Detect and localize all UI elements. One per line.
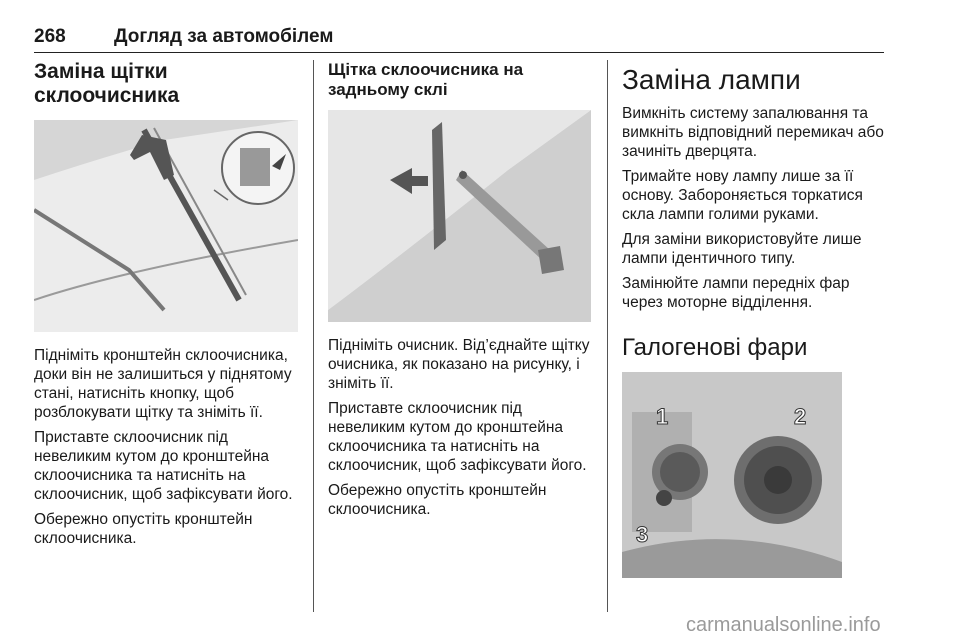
page-header [34, 26, 884, 53]
paragraph: Замінюйте лампи передніх фар через моторне відділення. [622, 275, 850, 311]
paragraph: Для заміни використовуйте лише лампи ідентичного типу. [622, 231, 862, 267]
paragraph: Вимкніть систему запалювання та вимкніть відповідний перемикач або зачиніть дверцята. [622, 105, 884, 160]
column-bulb-replacement [622, 60, 887, 578]
column-divider-2 [607, 60, 608, 612]
figure-front-wiper [34, 120, 298, 332]
running-title: Догляд за автомобілем [114, 26, 334, 47]
figure-rear-wiper [328, 110, 591, 322]
heading-halogen-headlights: Галогенові фари [622, 334, 808, 361]
heading-front-wiper: Заміна щітки склоочисника [34, 60, 180, 107]
column-front-wiper [34, 60, 300, 554]
paragraph: Підніміть очисник. Від’єднайте щітку очисника, як показано на рисунку, і зніміть її. [328, 337, 590, 392]
paragraph: Обережно опустіть кронштейн склоочисника. [328, 482, 547, 518]
column-rear-wiper [328, 60, 593, 525]
column-divider-1 [313, 60, 314, 612]
figure-label-3: 3 [636, 522, 649, 547]
paragraph: Тримайте нову лампу лише за її основу. Забороняється торкатися скла лампи голими руками. [622, 168, 863, 223]
paragraph: Приставте склоочисник під невеликим кутом до кронштейна склоочисника та натисніть на склоочисник, щоб зафіксувати його. [328, 400, 587, 474]
watermark: carmanualsonline.info [686, 614, 881, 636]
paragraph: Обережно опустіть кронштейн склоочисника. [34, 511, 253, 547]
paragraph: Підніміть кронштейн склоочисника, доки він не залишиться у піднятому стані, натисніть кнопку, щоб розблокувати щітку та зніміть її. [34, 347, 292, 421]
paragraph: Приставте склоочисник під невеликим кутом до кронштейна склоочисника та натисніть на склоочисник, щоб зафіксувати його. [34, 429, 293, 503]
figure-label-1: 1 [656, 404, 669, 429]
figure-label-2: 2 [794, 404, 807, 429]
page-number: 268 [34, 26, 66, 47]
figure-halogen-headlight [622, 372, 842, 578]
heading-rear-wiper: Щітка склоочисника на задньому склі [328, 60, 524, 99]
heading-bulb-replacement: Заміна лампи [622, 64, 801, 95]
